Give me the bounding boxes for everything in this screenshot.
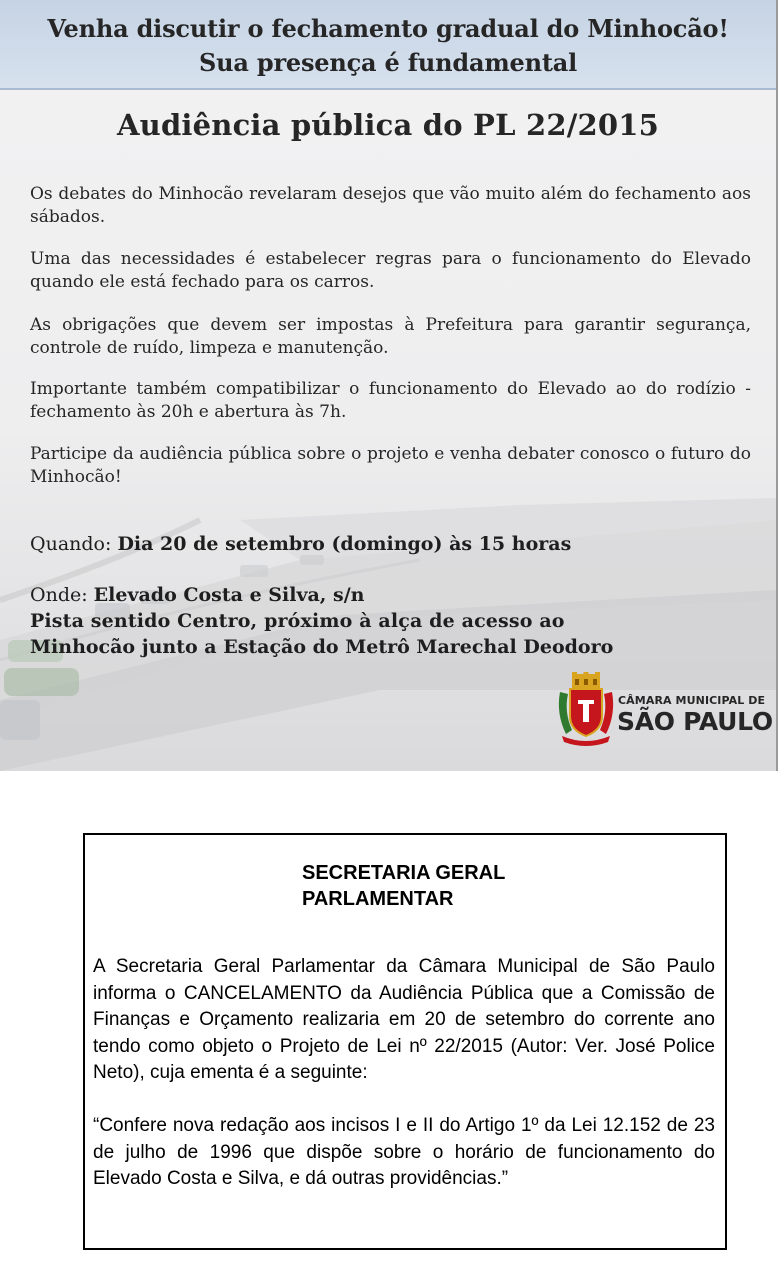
poster-title: Audiência pública do PL 22/2015 [116, 108, 660, 142]
paragraph-4: Importante também compatibilizar o funcionamento do Elevado ao do rodízio - fechamento às 20h e abertura às 7h. [30, 379, 751, 422]
paragraph-2: Uma das necessidades é estabelecer regras para o funcionamento do Elevado quando ele está fechado para os carros. [30, 249, 751, 292]
where-line-2 [30, 608, 751, 634]
cancellation-notice [83, 833, 727, 1250]
paragraph-3: As obrigações que devem ser impostas à Prefeitura para garantir segurança, controle de ruído, limpeza e manutenção. [30, 315, 751, 358]
notice-body: A Secretaria Geral Parlamentar da Câmara Municipal de São Paulo informa o CANCELAMENTO da Audiência Pública que a Comissão de Finanças e Orçamento realizaria em 20 de setembro do corrente ano tendo como objeto o Projeto de Lei nº 22/2015 (Autor: Ver. José Police Neto), cuja ementa é a seguinte: [93, 956, 715, 1083]
where-line-2-value: Pista sentido Centro, próximo à alça de acesso ao [30, 610, 565, 632]
logo-title: SÃO PAULO [617, 707, 773, 736]
camara-municipal-logo [556, 672, 773, 748]
coat-of-arms-icon [556, 672, 616, 748]
header-band [0, 0, 776, 90]
paragraph-1: Os debates do Minhocão revelaram desejos que vão muito além do fechamento aos sábados. [30, 184, 751, 227]
logo-subtitle: CÂMARA MUNICIPAL DE [618, 694, 766, 707]
when-value: Dia 20 de setembro (domingo) às 15 horas [117, 533, 572, 555]
event-where [30, 582, 751, 660]
when-label: Quando: [30, 533, 112, 555]
where-line-3-value: Minhocão junto a Estação do Metrô Marechal Deodoro [30, 636, 614, 658]
notice-quote: “Confere nova redação aos incisos I e II do Artigo 1º da Lei 12.152 de 23 de julho de 1996 que dispõe sobre o horário de funcionamento do Elevado Costa e Silva, e dá outras providências.” [93, 1115, 715, 1189]
notice-title: SECRETARIA GERAL PARLAMENTAR [302, 862, 505, 910]
where-line-3 [30, 634, 751, 660]
headline-line-2: Sua presença é fundamental [199, 48, 577, 77]
paragraph-5: Participe da audiência pública sobre o projeto e venha debater conosco o futuro do Minhocão! [30, 444, 751, 487]
where-line-1 [30, 582, 751, 608]
where-label: Onde: [30, 584, 88, 606]
where-line-1-value: Elevado Costa e Silva, s/n [93, 584, 365, 606]
event-when [30, 531, 751, 557]
headline-line-1: Venha discutir o fechamento gradual do Minhocão! [47, 14, 729, 43]
